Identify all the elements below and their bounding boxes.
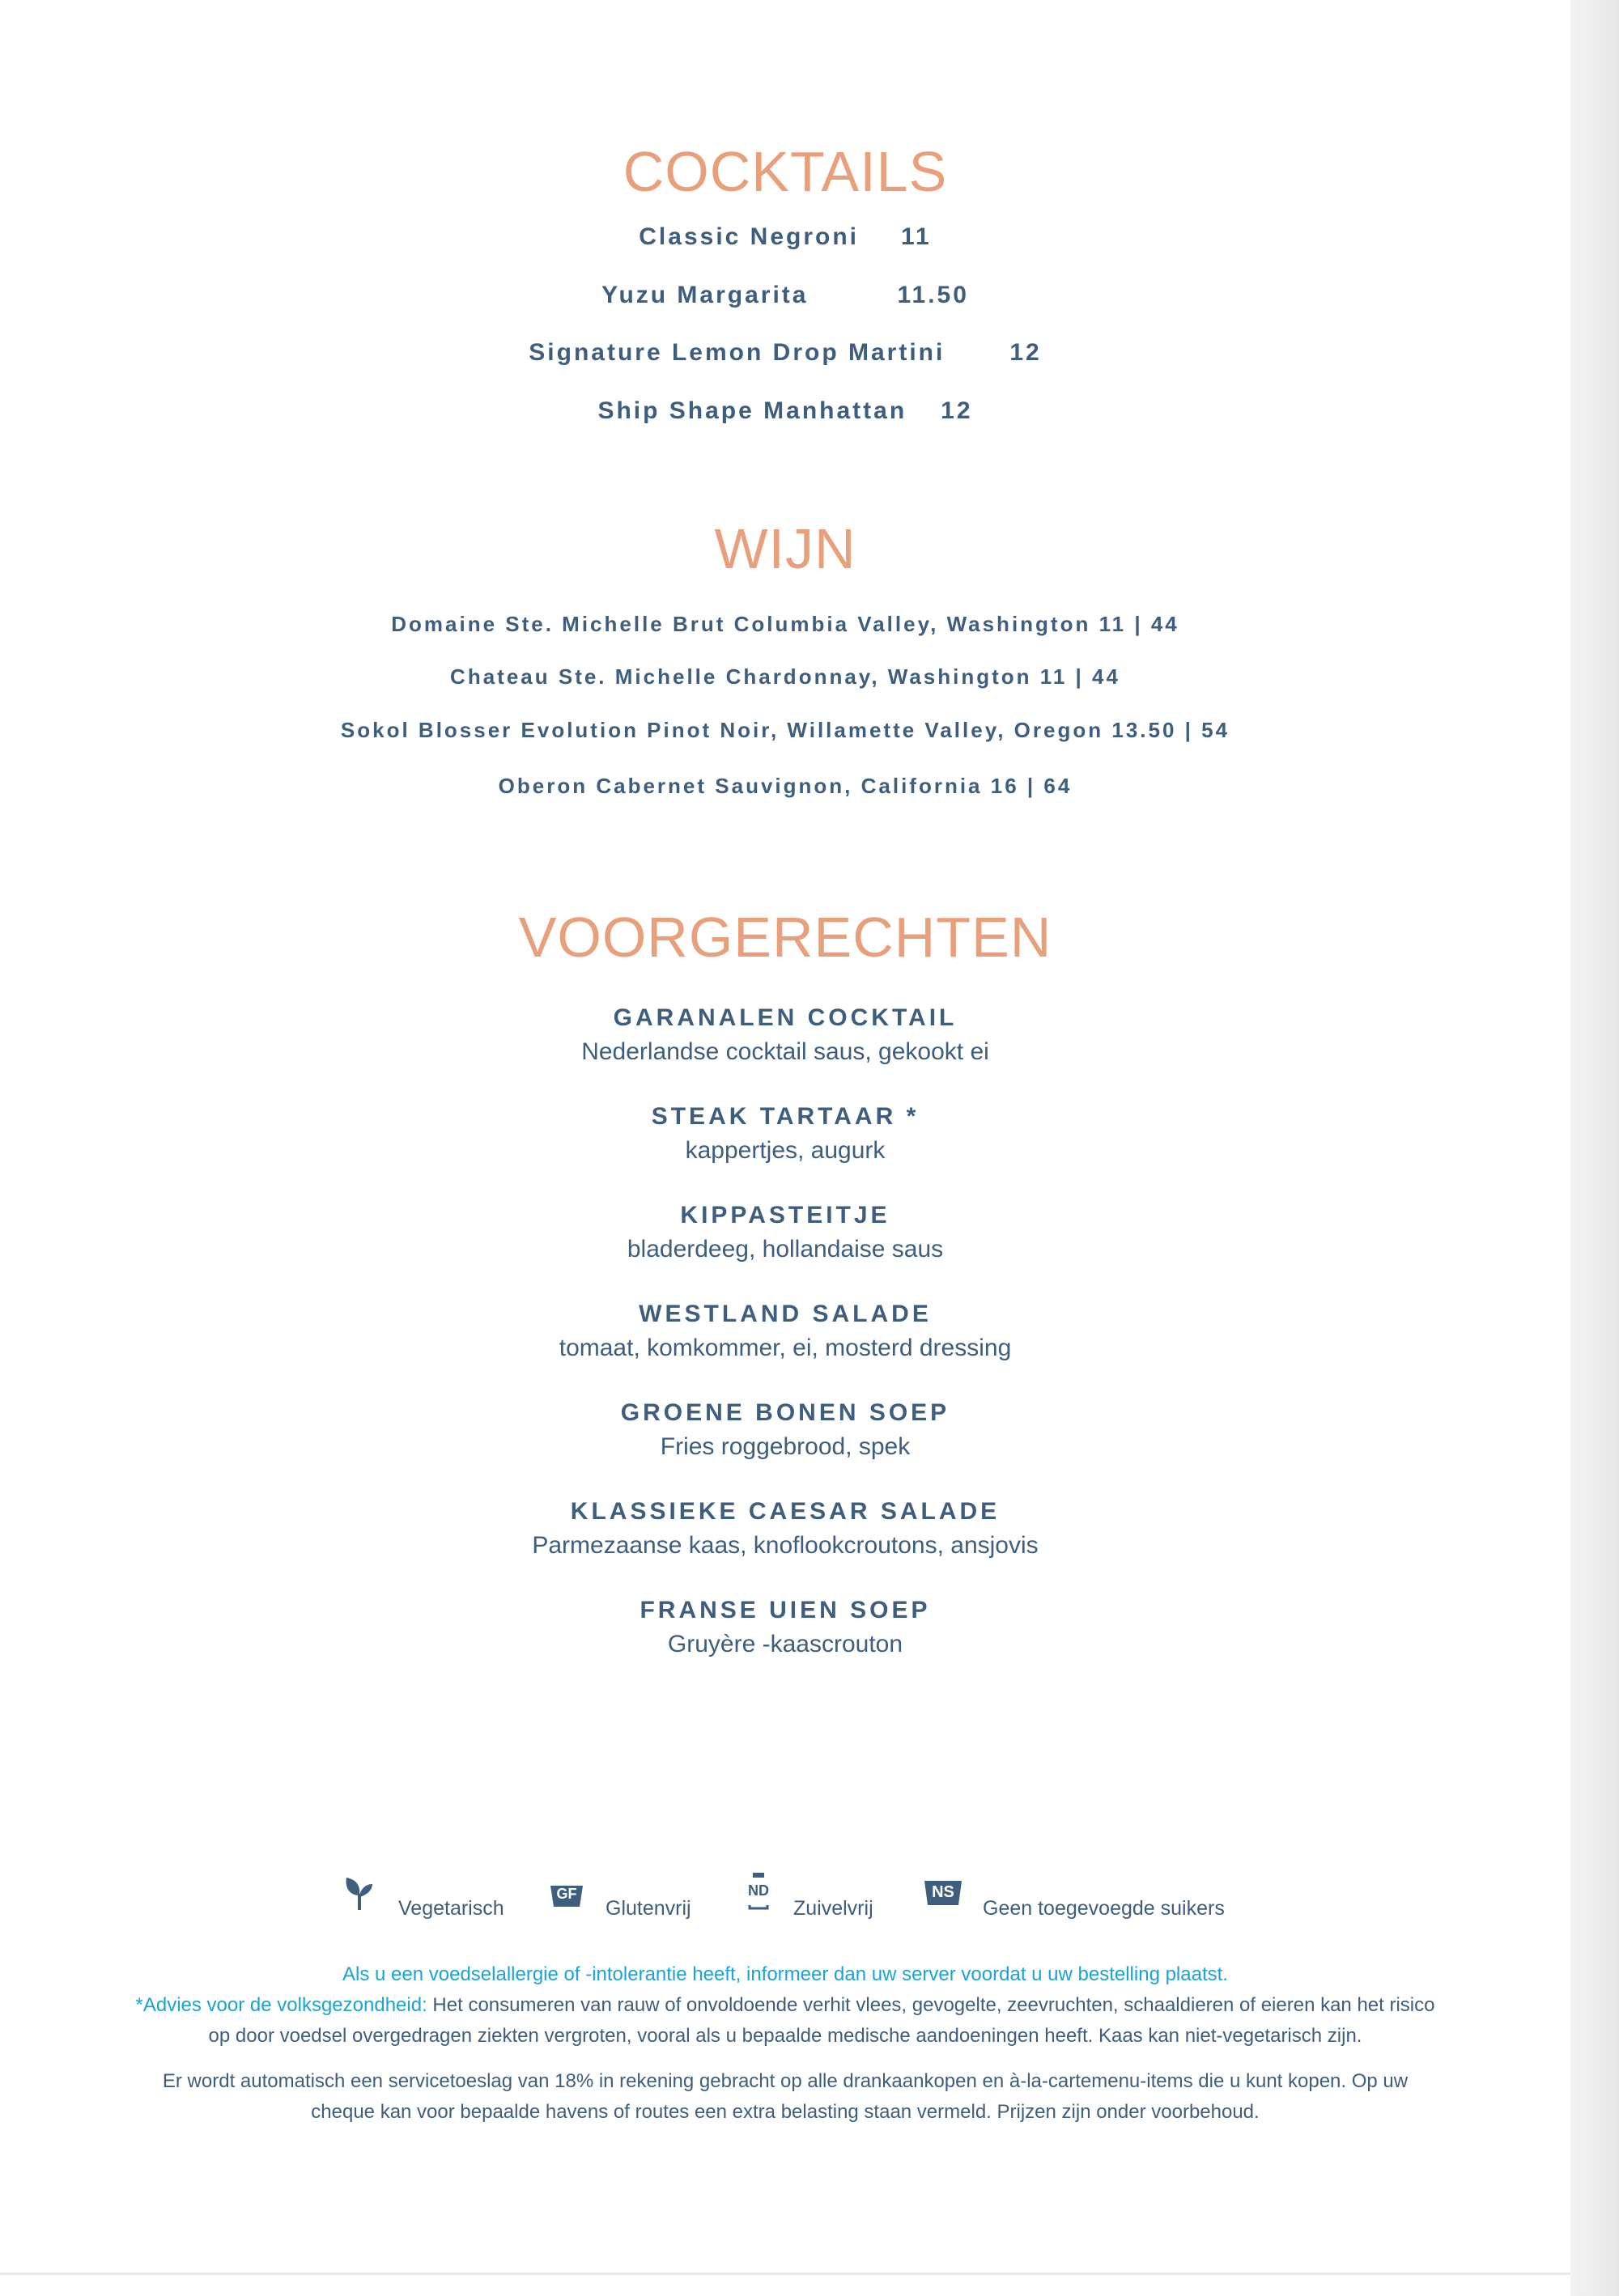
dish-description: tomaat, komkommer, ei, mosterd dressing (559, 1335, 1012, 1361)
dish-name: STEAK TARTAAR * (651, 1103, 920, 1130)
cocktail-item (0, 397, 1570, 425)
wine-glass-price: 16 (990, 774, 1019, 798)
nd-badge-text: ND (748, 1882, 769, 1899)
dish-item (0, 1199, 1570, 1267)
cocktail-item (0, 223, 1570, 251)
cocktail-name: Signature Lemon Drop Martini (529, 339, 945, 366)
dish-item (0, 1101, 1570, 1169)
cocktail-item (0, 282, 1570, 309)
wine-item: Chateau Ste. Michelle Chardonnay, Washington 11 | 44 (450, 664, 1120, 689)
wine-name: Sokol Blosser Evolution Pinot Noir, Willamette Valley, Oregon (340, 718, 1104, 742)
cocktail-name: Classic Negroni (639, 223, 860, 250)
dish-item (0, 1496, 1570, 1564)
cocktail-price: 11.50 (897, 282, 969, 308)
wine-name: Domaine Ste. Michelle Brut Columbia Valley, Washington (391, 612, 1091, 636)
wine-name: Oberon Cabernet Sauvignon, California (498, 774, 983, 798)
sprout-icon (343, 1876, 376, 1912)
service-charge-note: Er wordt automatisch een servicetoeslag van 18% in rekening gebracht op alle drankaankopen en à-la-cartemenu-items die u kunt kopen. Op uw (162, 2070, 1409, 2092)
wine-item: Oberon Cabernet Sauvignon, California 16 | 64 (498, 774, 1073, 798)
dish-description: Nederlandse cocktail saus, gekookt ei (581, 1038, 989, 1065)
cocktail-price: 12 (1009, 339, 1042, 366)
starters-title: VOORGERECHTEN (518, 906, 1052, 969)
legend-label: Geen toegevoegde suikers (983, 1897, 1225, 1920)
public-health-advice (0, 1991, 1570, 2020)
dish-item (0, 1594, 1570, 1662)
service-charge-note-line-2: cheque kan voor bepaalde havens of routes een extra belasting staan vermeld. Prijzen zijn onder voorbehoud. (311, 2101, 1260, 2123)
cocktails-title: COCKTAILS (623, 140, 948, 203)
cocktail-name: Yuzu Margarita (601, 282, 809, 308)
dish-description: Gruyère -kaascrouton (667, 1631, 903, 1657)
cocktail-price: 11 (901, 223, 932, 250)
legend-label: Vegetarisch (398, 1897, 504, 1920)
wine-item: Sokol Blosser Evolution Pinot Noir, Willamette Valley, Oregon 13.50 | 54 (340, 718, 1230, 742)
dish-item (0, 1002, 1570, 1070)
dish-description: kappertjes, augurk (685, 1137, 886, 1164)
allergy-note: Als u een voedselallergie of -intolerantie heeft, informeer dan uw server voordat u uw bestelling plaatst. (342, 1963, 1228, 1985)
wine-name: Chateau Ste. Michelle Chardonnay, Washington (450, 664, 1032, 689)
dish-name: KIPPASTEITJE (680, 1202, 890, 1229)
dish-description: Parmezaanse kaas, knoflookcroutons, ansjovis (532, 1532, 1039, 1559)
wine-glass-price: 11 (1039, 664, 1068, 689)
wine-bottle-price: 44 (1092, 664, 1120, 689)
gf-badge-text: GF (556, 1886, 577, 1902)
dish-name: FRANSE UIEN SOEP (640, 1597, 931, 1623)
advice-text-line-2: op door voedsel overgedragen ziekten vergroten, vooral als u bepaalde medische aandoeningen heeft. Kaas kan niet-vegetarisch zijn. (208, 2025, 1362, 2047)
dish-name: WESTLAND SALADE (639, 1301, 932, 1327)
cocktail-name: Ship Shape Manhattan (597, 397, 907, 424)
advice-text: Het consumeren van rauw of onvoldoende verhit vlees, gevogelte, zeevruchten, schaaldieren of eieren kan het risico (432, 1994, 1435, 2016)
wine-bottle-price: 54 (1201, 718, 1230, 742)
dish-item (0, 1397, 1570, 1465)
dish-name: KLASSIEKE CAESAR SALADE (570, 1498, 1001, 1525)
advice-label: *Advies voor de volksgezondheid: (135, 1994, 427, 2016)
dietary-legend (0, 1876, 1570, 1925)
wine-title: WIJN (714, 517, 856, 580)
wine-glass-price: 11 (1098, 612, 1127, 636)
dish-name: GARANALEN COCKTAIL (613, 1004, 958, 1031)
wine-bottle-price: 64 (1043, 774, 1073, 798)
wine-glass-price: 13.50 (1111, 718, 1177, 742)
ns-badge-text: NS (932, 1883, 954, 1901)
dish-description: Fries roggebrood, spek (660, 1433, 911, 1460)
wine-item: Domaine Ste. Michelle Brut Columbia Valley, Washington 11 | 44 (391, 612, 1179, 636)
cocktail-item (0, 339, 1570, 367)
dish-name: GROENE BONEN SOEP (620, 1399, 950, 1426)
dish-item (0, 1298, 1570, 1366)
page-edge (1570, 0, 1619, 2296)
legend-label: Zuivelvrij (793, 1897, 873, 1920)
legend-label: Glutenvrij (606, 1897, 691, 1920)
scan-line (0, 2273, 1570, 2275)
cocktail-price: 12 (941, 397, 973, 424)
dish-description: bladerdeeg, hollandaise saus (627, 1236, 944, 1263)
wine-bottle-price: 44 (1150, 612, 1179, 636)
